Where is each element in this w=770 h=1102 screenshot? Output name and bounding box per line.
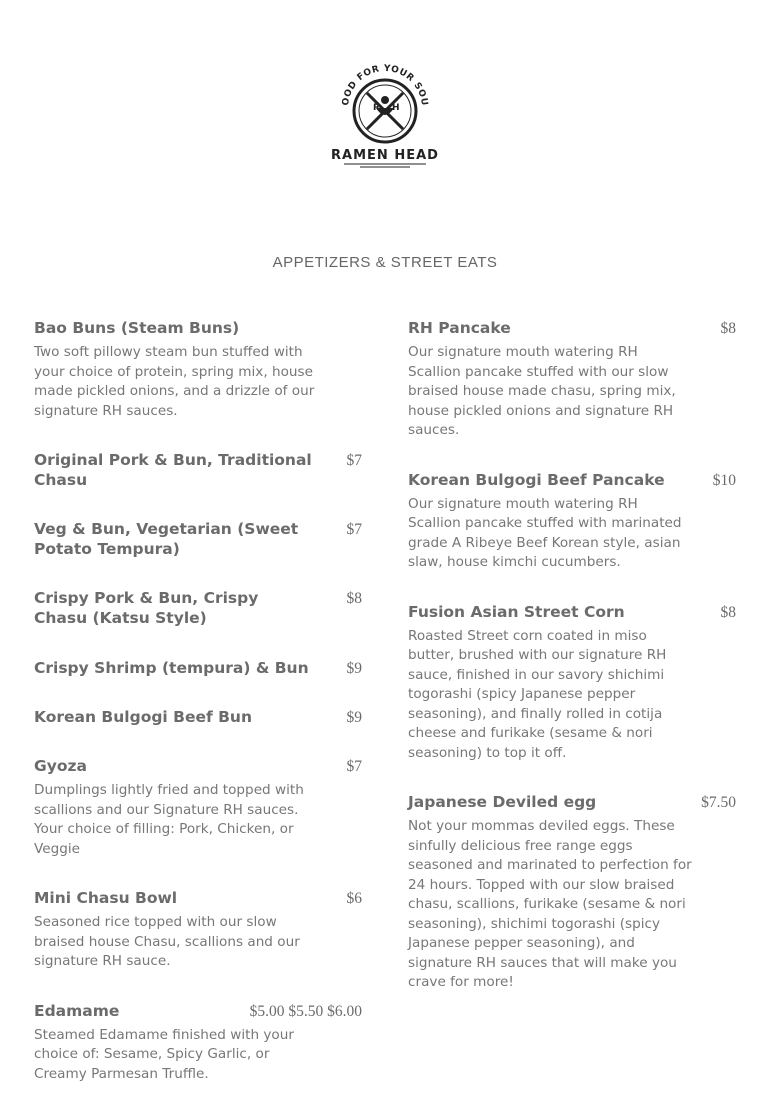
menu-item-price: $7.50 — [701, 794, 736, 811]
menu-item-price: $9 — [346, 709, 362, 726]
menu-item-name: RH Pancake — [408, 319, 511, 337]
menu-item-price: $7 — [346, 521, 362, 538]
menu-item-name: Edamame — [34, 1001, 120, 1020]
menu-item-price: $7 — [346, 758, 362, 775]
menu-item-description: Steamed Edamame finished with your choice of: Sesame, Spicy Garlic, or Creamy Parmesan Truffle. — [34, 1026, 294, 1082]
menu-item-description: Not your mommas deviled eggs. These sinfully delicious free range eggs seasoned and marinated to perfection for 24 hours. Topped with our slow braised chasu, scallions, furikake (sesame & nori seasoning), shichimi togorashi (spicy Japanese pepper seasoning), and signature RH sauces that will make you crave for more! — [408, 818, 692, 990]
menu-item — [34, 658, 362, 678]
menu-item-description: Seasoned rice topped with our slow braised house Chasu, scallions and our signature RH sauce. — [34, 914, 300, 969]
logo-wordmark: RAMEN HEAD — [331, 148, 439, 163]
menu-item-name: Crispy Pork & Bun, Crispy Chasu (Katsu Style) — [34, 589, 259, 627]
menu-item-price: $9 — [346, 660, 362, 677]
menu-item-name: Japanese Deviled egg — [408, 793, 597, 811]
menu-item — [34, 318, 362, 421]
menu-item-name: Crispy Shrimp (tempura) & Bun — [34, 659, 309, 677]
menu-item — [34, 450, 362, 490]
menu-item-name: Mini Chasu Bowl — [34, 889, 178, 907]
menu-item — [408, 318, 736, 441]
menu-item — [408, 792, 736, 993]
menu-item-name: Veg & Bun, Vegetarian (Sweet Potato Tempura) — [34, 520, 299, 558]
menu-item — [408, 470, 736, 573]
menu-item-description: Our signature mouth watering RH Scallion pancake stuffed with our slow braised house made chasu, spring mix, house pickled onions and signature RH sauces. — [408, 344, 676, 438]
menu-item-price: $8 — [346, 590, 362, 607]
menu-item — [34, 888, 362, 972]
menu-item-description: Roasted Street corn coated in miso butter, brushed with our signature RH sauce, finished in our savory shichimi togorashi (spicy Japanese pepper seasoning), and finally rolled in cotija cheese and furikake (sesame & nori seasoning) to top it off. — [408, 627, 667, 761]
menu-item-price: $8 — [720, 603, 736, 621]
menu-item-name: Original Pork & Bun, Traditional Chasu — [34, 451, 312, 489]
menu-item — [34, 756, 362, 859]
logo-initial-r: R — [373, 103, 380, 113]
menu-item-name: Korean Bulgogi Beef Bun — [34, 708, 253, 726]
menu-item — [34, 707, 362, 727]
logo-initial-h: H — [392, 103, 400, 113]
menu-item-name: Fusion Asian Street Corn — [408, 602, 625, 621]
menu-item — [34, 588, 362, 628]
menu-item — [34, 519, 362, 559]
menu-item — [408, 602, 736, 764]
section-title: APPETIZERS & STREET EATS — [272, 254, 498, 271]
menu-item-price: $8 — [720, 320, 736, 337]
right-menu-column — [408, 318, 736, 993]
menu-item-name: Korean Bulgogi Beef Pancake — [408, 470, 665, 489]
menu-item-name: Bao Buns (Steam Buns) — [34, 319, 240, 337]
menu-item-price: $6 — [346, 890, 362, 907]
menu-item-description: Two soft pillowy steam bun stuffed with your choice of protein, spring mix, house made pickled onions, and a drizzle of our signature RH sauces. — [34, 344, 315, 419]
menu-item-price: $5.00 $5.50 $6.00 — [249, 1002, 362, 1020]
menu-item-description: Dumplings lightly fried and topped with scallions and our Signature RH sauces. Your choice of filling: Pork, Chicken, or Veggie — [34, 782, 304, 857]
menu-item-price: $10 — [712, 471, 736, 489]
menu-item-price: $7 — [346, 452, 362, 469]
menu-item-description: Our signature mouth watering RH Scallion pancake stuffed with marinated grade A Ribeye Beef Korean style, asian slaw, house kimchi cucumbers. — [408, 495, 682, 570]
logo-ring-text: OOD FOR YOUR SOU — [340, 63, 430, 107]
menu-item — [34, 1001, 362, 1085]
ramen-head-logo — [330, 56, 440, 174]
left-menu-column — [34, 318, 362, 1084]
menu-item-name: Gyoza — [34, 757, 87, 775]
